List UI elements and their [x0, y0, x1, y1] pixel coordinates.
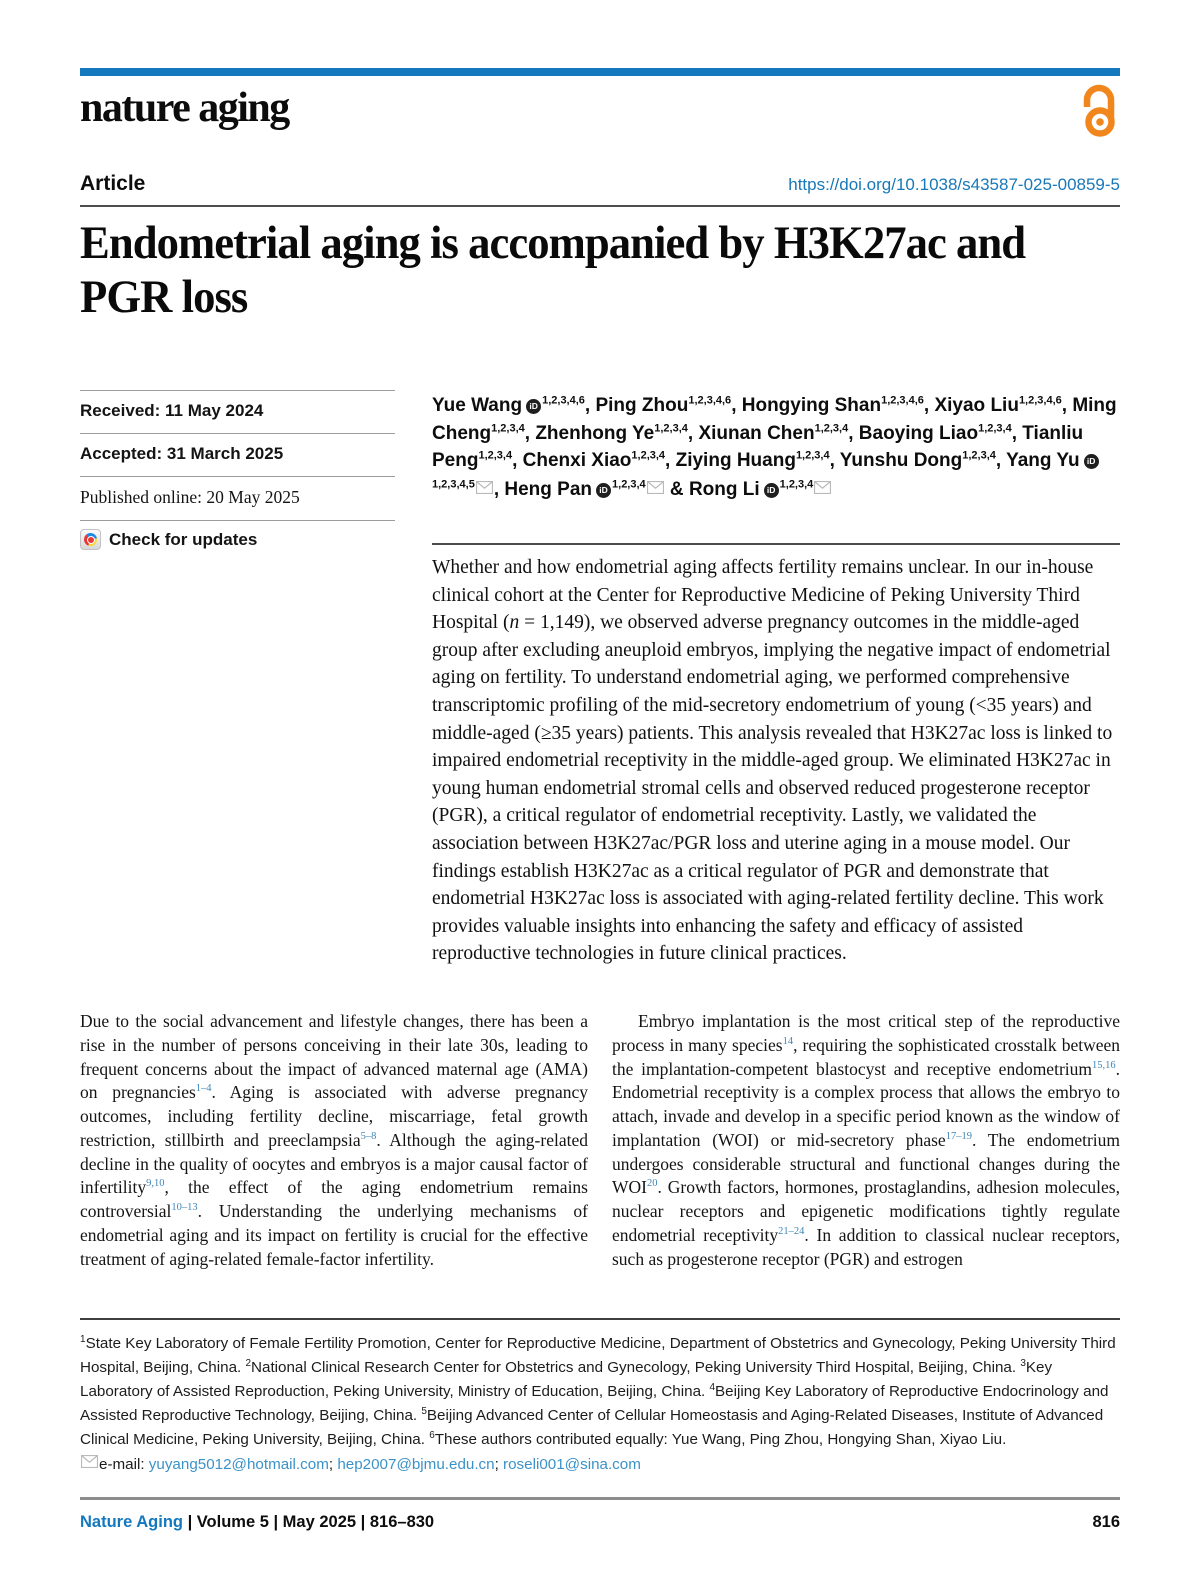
author-name: Zhenhong Ye [535, 422, 655, 444]
email-content: e-mail: yuyang5012@hotmail.com; hep2007@bjmu.edu.cn; roseli001@sina.com [99, 1455, 641, 1473]
abstract-rule [432, 543, 1120, 545]
authors-abstract-column [432, 390, 1120, 968]
header-rule [80, 205, 1120, 207]
author-name: Yang Yu [1006, 450, 1080, 471]
received-date: Received: 11 May 2024 [80, 390, 395, 433]
author-list: Yue Wang iD $^{1,2,3,4,6}$, Ping Zhou$^{1,2,3,4,6}$, Hongying Shan$^{1,2,3,4,6}$, Xiyao Liu$^{1,2,3,4,6}$, Ming Cheng$^{1,2,3,4}$, Zhenhong Ye$^{1,2,3,4}$, Xiunan Chen$^{1,2,3,4}$, Baoying Liao$^{1,2,3,4}$, Tianliu Peng$^{1,2,3,4}$, Chenxi Xiao$^{1,2,3,4}$, Ziying Huang$^{1,2,3,4}$, Yunshu Dong$^{1,2,3,4}$, Yang Yu iD$^{1,2,3,4,5}$ , Heng Pan iD $^{1,2,3,4}$ & Rong Li iD $^{1,2,3,4}$ [432, 392, 1120, 503]
footer-volume-info: | Volume 5 | May 2025 | 816–830 [182, 1512, 435, 1531]
orcid-icon[interactable]: iD [526, 399, 541, 414]
author-name: Yue Wang [432, 395, 523, 416]
email-link[interactable]: roseli001@sina.com [503, 1455, 641, 1473]
author-name: Heng Pan [504, 478, 593, 500]
footer-journal-link[interactable]: Nature Aging [80, 1512, 183, 1531]
author-name: Baoying Liao [858, 422, 979, 444]
published-date: Published online: 20 May 2025 [80, 476, 395, 520]
article-type-label: Article [80, 172, 146, 195]
author-name: Yunshu Dong [839, 450, 963, 471]
author-name: Tianliu Peng [432, 422, 1084, 471]
footer-rule [80, 1497, 1120, 1500]
dates-column [80, 390, 395, 968]
brand-bar [80, 68, 1120, 76]
masthead [80, 78, 1120, 138]
doi-link[interactable]: https://doi.org/10.1038/s43587-025-00859-5 [788, 175, 1120, 194]
author-name: Hongying Shan [741, 395, 882, 416]
envelope-icon [81, 1452, 98, 1476]
author-name: Chenxi Xiao [522, 450, 632, 471]
email-link[interactable]: hep2007@bjmu.edu.cn [337, 1455, 495, 1473]
check-for-updates-label: Check for updates [109, 529, 258, 549]
author-name: Xiunan Chen [698, 422, 815, 444]
check-for-updates-button[interactable] [80, 520, 395, 560]
intro-paragraph-left: Due to the social advancement and lifestyle changes, there has been a rise in the number of persons conceiving in their late 30s, leading to frequent concerns about the impact of advanced maternal age (AMA) on pregnancies$^{1-4}$. Aging is associated with adverse pregnancy outcomes, including fertility decline, miscarriage, fetal growth restriction, stillbirth and preeclampsia$^{5-8}$. Although the aging-related decline in the quality of oocytes and embryos is a major causal factor of infertility$^{9,10}$, the effect of the aging endometrium remains controversial$^{10-13}$. Understanding the underlying mechanisms of endometrial aging and its impact on fertility is crucial for the effective treatment of aging-related female-factor infertility. [80, 1010, 588, 1269]
footnote-rule [80, 1318, 1120, 1320]
author-name: Ming Cheng [432, 395, 1117, 444]
open-access-icon [1080, 80, 1120, 138]
meta-section [80, 390, 1120, 968]
envelope-icon[interactable] [647, 475, 664, 503]
email-line [80, 1452, 1120, 1477]
journal-logo: nature aging [80, 85, 289, 131]
intro-paragraph-right: Embryo implantation is the most critical step of the reproductive process in many species$^{14}$, requiring the sophisticated crosstalk between the implantation-competent blastocyst and receptive endometrium$^{15,16}$. Endometrial receptivity is a complex process that allows the embryo to attach, invade and develop in a specific period known as the window of implantation (WOI) or mid-secretory phase$^{17-19}$. The endometrium undergoes considerable structural and functional changes during the WOI$^{20}$. Growth factors, hormones, prostaglandins, adhesion molecules, nuclear receptors and epigenetic modifications tightly regulate endometrial receptivity$^{21-24}$. In addition to classical nuclear receptors, such as progesterone receptor (PGR) and estrogen [612, 1010, 1121, 1269]
article-doi-row [80, 172, 1120, 196]
page-footer [80, 1513, 1120, 1532]
accepted-date: Accepted: 31 March 2025 [80, 433, 395, 476]
orcid-icon[interactable]: iD [764, 483, 779, 498]
introduction-section [80, 1010, 1120, 1272]
author-name: Xiyao Liu [934, 395, 1019, 416]
author-name: Rong Li [688, 478, 760, 500]
author-name: Ping Zhou [595, 395, 689, 416]
affiliations: $^1$State Key Laboratory of Female Fertility Promotion, Center for Reproductive Medicine, Department of Obstetrics and Gynecology, Peking University Third Hospital, Beijing, China. $^2$National Clinical Research Center for Obstetrics and Gynecology, Peking University Third Hospital, Beijing, China. $^3$Key Laboratory of Assisted Reproduction, Peking University, Ministry of Education, Beijing, China. $^4$Beijing Key Laboratory of Reproductive Endocrinology and Assisted Reproductive Technology, Beijing, China. $^5$Beijing Advanced Center of Cellular Homeostasis and Aging-Related Diseases, Institute of Advanced Clinical Medicine, Peking University, Beijing, China. $^6$These authors contributed equally: Yue Wang, Ping Zhou, Hongying Shan, Xiyao Liu. [80, 1333, 1116, 1448]
email-link[interactable]: yuyang5012@hotmail.com [148, 1455, 329, 1473]
envelope-icon[interactable] [814, 475, 831, 503]
abstract-text: Whether and how endometrial aging affects fertility remains unclear. In our in-house clinical cohort at the Center for Reproductive Medicine of Peking University Third Hospital (n = 1,149), we observed adverse pregnancy outcomes in the middle-aged group after excluding aneuploid embryos, implying the negative impact of endometrial aging on fertility. To understand endometrial aging, we performed comprehensive transcriptomic profiling of the mid-secretory endometrium of young (<35 years) and middle-aged (≥35 years) patients. This analysis revealed that H3K27ac loss is linked to impaired endometrial receptivity in the middle-aged group. We eliminated H3K27ac in young human endometrial stromal cells and observed reduced progesterone receptor (PGR), a critical regulator of endometrial receptivity. Lastly, we validated the association between H3K27ac/PGR loss and uterine aging in a mouse model. Our findings establish H3K27ac as a critical regulator of PGR and demonstrate that endometrial H3K27ac loss is associated with aging-related fertility decline. This work provides valuable insights into enhancing the safety and efficacy of assisted reproductive technologies in future clinical practices. [432, 557, 1113, 965]
author-name: Ziying Huang [675, 450, 796, 471]
envelope-icon[interactable] [476, 475, 493, 503]
orcid-icon[interactable]: iD [596, 483, 611, 498]
journal-citation [80, 1513, 434, 1532]
article-title: Endometrial aging is accompanied by H3K27ac and PGR loss [80, 217, 1026, 323]
crossmark-icon [80, 529, 101, 550]
orcid-icon[interactable]: iD [1084, 454, 1099, 469]
page-number: 816 [1092, 1512, 1120, 1531]
